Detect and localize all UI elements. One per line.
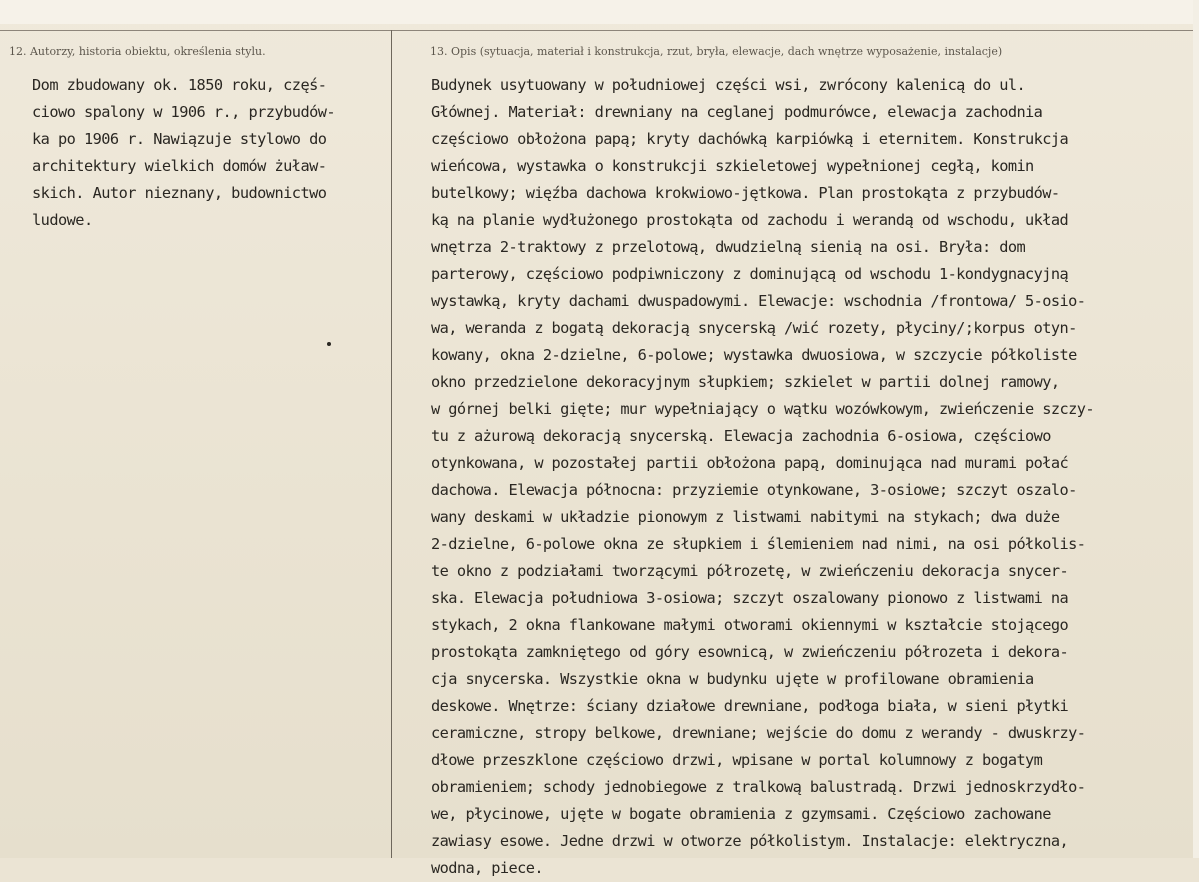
text-line: dłowe przeszklone częściowo drzwi, wpisane w portal kolumnowy z bogatym bbox=[431, 751, 1043, 769]
text-line: ka po 1906 r. Nawiązuje stylowo do bbox=[32, 130, 327, 148]
text-line: zawiasy esowe. Jedne drzwi w otworze półkolistym. Instalacje: elektryczna, bbox=[431, 832, 1069, 850]
text-line: ką na planie wydłużonego prostokąta od zachodu i werandą od wschodu, układ bbox=[431, 211, 1069, 229]
text-line: wnętrza 2-traktowy z przelotową, dwudzielną sienią na osi. Bryła: dom bbox=[431, 238, 1026, 256]
text-line: butelkowy; więźba dachowa krokwiowo-jętkowa. Plan prostokąta z przybudów- bbox=[431, 184, 1060, 202]
section-13-header: 13. Opis (sytuacja, materiał i konstrukcja, rzut, bryła, elewacje, dach wnętrze wyposażenie, instalacje) bbox=[430, 45, 1003, 58]
text-line: ska. Elewacja południowa 3-osiowa; szczyt oszalowany pionowo z listwami na bbox=[431, 589, 1069, 607]
text-line: te okno z podziałami tworzącymi półrozetę, w zwieńczeniu dekoracja snycer- bbox=[431, 562, 1069, 580]
text-line: w górnej belki gięte; mur wypełniający o wątku wozówkowym, zwieńczenie szczy- bbox=[431, 400, 1094, 418]
column-divider bbox=[391, 30, 392, 858]
text-line: kowany, okna 2-dzielne, 6-polowe; wystawka dwuosiowa, w szczycie półkoliste bbox=[431, 346, 1077, 364]
text-line: okno przedzielone dekoracyjnym słupkiem; szkielet w partii dolnej ramowy, bbox=[431, 373, 1060, 391]
text-line: otynkowana, w pozostałej partii obłożona papą, dominująca nad murami połać bbox=[431, 454, 1069, 472]
section-12-body bbox=[32, 72, 384, 234]
text-line: wieńcowa, wystawka o konstrukcji szkieletowej wypełnionej cegłą, komin bbox=[431, 157, 1034, 175]
section-12-header: 12. Autorzy, historia obiektu, określenia stylu. bbox=[9, 45, 266, 58]
text-line: 2-dzielne, 6-polowe okna ze słupkiem i ślemieniem nad nimi, na osi półkolis- bbox=[431, 535, 1086, 553]
text-line: skich. Autor nieznany, budownictwo bbox=[32, 184, 327, 202]
text-line: we, płycinowe, ujęte w bogate obramienia z gzymsami. Częściowo zachowane bbox=[431, 805, 1051, 823]
text-line: architektury wielkich domów żuław- bbox=[32, 157, 327, 175]
text-line: prostokąta zamkniętego od góry esownicą, w zwieńczeniu półrozeta i dekora- bbox=[431, 643, 1069, 661]
header-rule bbox=[0, 30, 1193, 31]
text-line: ceramiczne, stropy belkowe, drewniane; wejście do domu z werandy - dwuskrzy- bbox=[431, 724, 1086, 742]
text-line: Budynek usytuowany w południowej części wsi, zwrócony kalenicą do ul. bbox=[431, 76, 1026, 94]
top-margin bbox=[0, 0, 1199, 24]
right-margin bbox=[1193, 0, 1199, 858]
section-13-body bbox=[431, 72, 1193, 882]
text-line: ludowe. bbox=[32, 211, 93, 229]
text-line: dachowa. Elewacja północna: przyziemie otynkowane, 3-osiowe; szczyt oszalo- bbox=[431, 481, 1077, 499]
text-line: deskowe. Wnętrze: ściany działowe drewniane, podłoga biała, w sieni płytki bbox=[431, 697, 1069, 715]
text-line: częściowo obłożona papą; kryty dachówką karpiówką i eternitem. Konstrukcja bbox=[431, 130, 1069, 148]
text-line: cja snycerska. Wszystkie okna w budynku ujęte w profilowane obramienia bbox=[431, 670, 1034, 688]
text-line: Dom zbudowany ok. 1850 roku, częś- bbox=[32, 76, 327, 94]
ink-dot bbox=[327, 342, 331, 346]
text-line: tu z ażurową dekoracją snycerską. Elewacja zachodnia 6-osiowa, częściowo bbox=[431, 427, 1051, 445]
text-line: ciowo spalony w 1906 r., przybudów- bbox=[32, 103, 336, 121]
text-line: obramieniem; schody jednobiegowe z tralkową balustradą. Drzwi jednoskrzydło- bbox=[431, 778, 1086, 796]
text-line: parterowy, częściowo podpiwniczony z dominującą od wschodu 1-kondygnacyjną bbox=[431, 265, 1069, 283]
text-line: Głównej. Materiał: drewniany na ceglanej podmurówce, elewacja zachodnia bbox=[431, 103, 1043, 121]
text-line: stykach, 2 okna flankowane małymi otworami okiennymi w kształcie stojącego bbox=[431, 616, 1069, 634]
text-line: wystawką, kryty dachami dwuspadowymi. Elewacje: wschodnia /frontowa/ 5-osio- bbox=[431, 292, 1086, 310]
text-line: wany deskami w układzie pionowym z listwami nabitymi na stykach; dwa duże bbox=[431, 508, 1060, 526]
text-line: wodna, piece. bbox=[431, 859, 543, 877]
text-line: wa, weranda z bogatą dekoracją snycerską /wić rozety, płyciny/;korpus otyn- bbox=[431, 319, 1077, 337]
